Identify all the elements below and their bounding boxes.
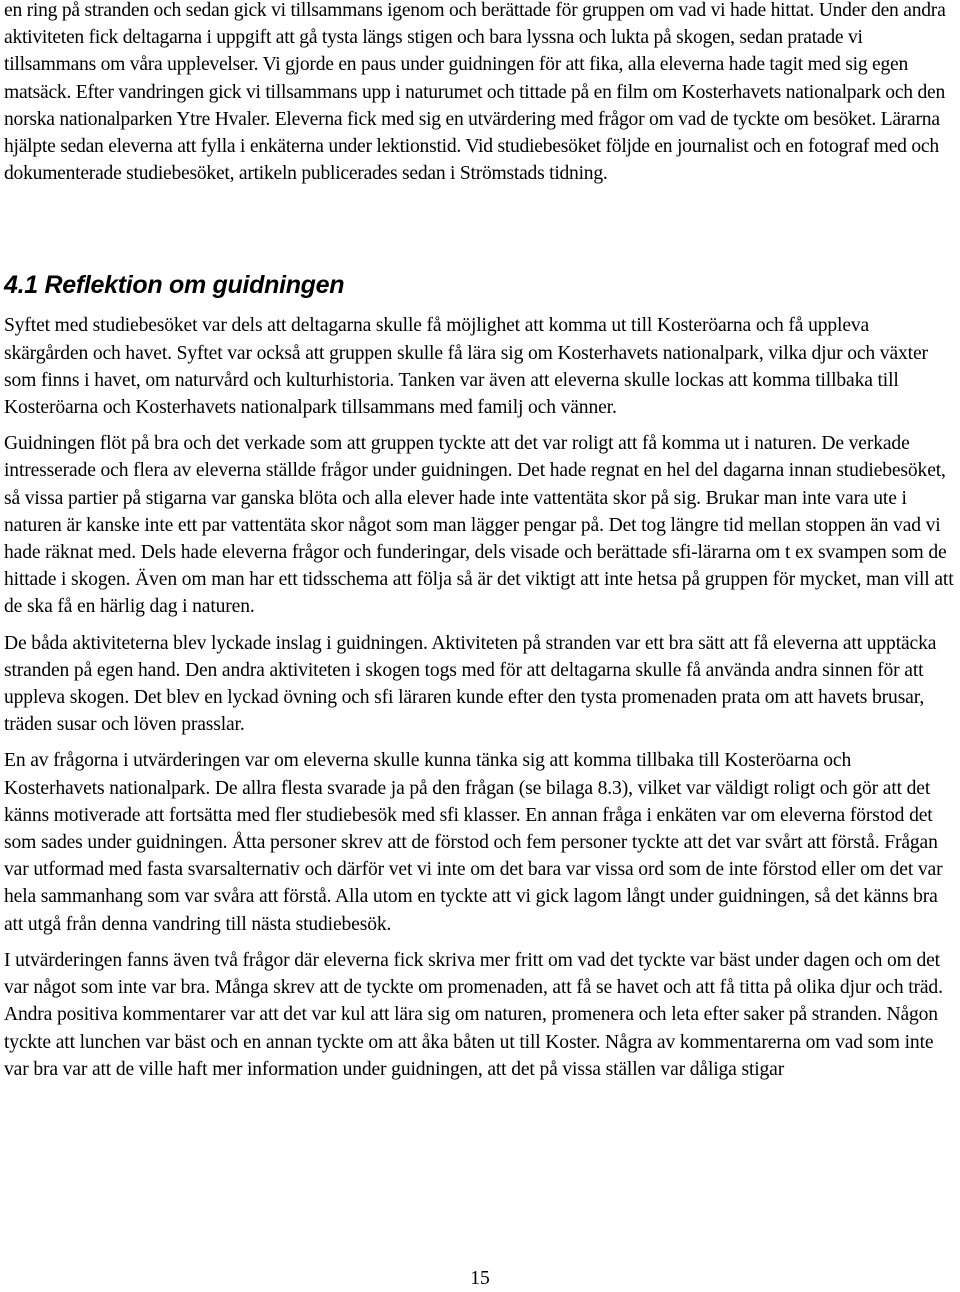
section-body xyxy=(4,312,956,1082)
intro-paragraph: en ring på stranden och sedan gick vi tillsammans igenom och berättade för gruppen om vad vi hade hittat. Under den andra aktiviteten fick deltagarna i uppgift att gå tysta längs stigen och bara lyssna och lukta på skogen, sedan pratade vi tillsammans om våra upplevelser. Vi gjorde en paus under guidningen för att fika, alla eleverna hade tagit med sig egen matsäck. Efter vandringen gick vi tillsammans upp i naturumet och tittade på en film om Kosterhavets nationalpark och den norska nationalparken Ytre Hvaler. Eleverna fick med sig en utvärdering med frågor om vad de tyckte om besöket. Lärarna hjälpte sedan eleverna att fylla i enkäterna under lektionstid. Vid studiebesöket följde en journalist och en fotograf med och dokumenterade studiebesöket, artikeln publicerades sedan i Strömstads tidning. xyxy=(4,0,946,185)
section-paragraph-1: Syftet med studiebesöket var dels att deltagarna skulle få möjlighet att komma ut till Kosteröarna och få uppleva skärgården och havet. Syftet var också att gruppen skulle få lära sig om Kosterhavets nationalpark, vilka djur och växter som finns i havet, om naturvård och kulturhistoria. Tanken var även att eleverna skulle lockas att komma tillbaka till Kosteröarna och Kosterhavets nationalpark tillsammans med familj och vänner. xyxy=(4,315,928,419)
page-content xyxy=(4,0,956,1083)
section-paragraph-2: Guidningen flöt på bra och det verkade som att gruppen tyckte att det var roligt att få komma ut i naturen. De verkade intresserade och flera av eleverna ställde frågor under guidningen. Det hade regnat en hel del dagarna innan studiebesöket, så vissa partier på stigarna var ganska blöta och alla elever hade inte vattentäta skor på sig. Brukar man inte vara ute i naturen är kanske inte ett par vattentäta skor något som man lägger pengar på. Det tog längre tid mellan stoppen än vad vi hade räknat med. Dels hade eleverna frågor och funderingar, dels visade och berättade sfi-lärarna om t ex svampen som de hittade i skogen. Även om man har ett tidsschema att följa så är det viktigt att inte hetsa på gruppen för mycket, man vill att de ska få en härlig dag i naturen. xyxy=(4,433,954,618)
section-paragraph-5: I utvärderingen fanns även två frågor där eleverna fick skriva mer fritt om vad det tyckte var bäst under dagen och om det var något som inte var bra. Många skrev att de tyckte om promenaden, att få se havet och att få titta på olika djur och träd. Andra positiva kommentarer var att det var kul att lära sig om naturen, promenera och leta efter saker på stranden. Någon tyckte att lunchen var bäst och en annan tyckte om att åka båten ut till Koster. Några av kommentarerna om vad som inte var bra var att de ville haft mer information under guidningen, att det på vissa ställen var dåliga stigar xyxy=(4,949,943,1080)
section-heading: 4.1 Reflektion om guidningen xyxy=(4,271,345,300)
section-paragraph-4: En av frågorna i utvärderingen var om eleverna skulle kunna tänka sig att komma tillbaka till Kosteröarna och Kosterhavets nationalpark. De allra flesta svarade ja på den frågan (se bilaga 8.3), vilket var väldigt roligt och gör att det känns motiverade att fortsätta med fler studiebesök med sfi klasser. En annan fråga i enkäten var om eleverna förstod det som sades under guidningen. Åtta personer skrev att de förstod och fem personer tyckte att det var svårt att förstå. Frågan var utformad med fasta svarsalternativ och därför vet vi inte om det bara var vissa ord som de inte förstod eller om det var hela sammanhang som var svåra att förstå. Alla utom en tyckte att vi gick lagom långt under guidningen, så det känns bra att utgå från denna vandring till nästa studiebesök. xyxy=(4,750,943,935)
section-paragraph-3: De båda aktiviteterna blev lyckade inslag i guidningen. Aktiviteten på stranden var ett bra sätt att få eleverna att upptäcka stranden på egen hand. Den andra aktiviteten i skogen togs med för att deltagarna skulle få använda andra sinnen för att uppleva skogen. Det blev en lyckad övning och sfi läraren kunde efter den tysta promenaden prata om att havets brusar, träden susar och löven prasslar. xyxy=(4,632,937,736)
page-number: 15 xyxy=(470,1268,490,1289)
